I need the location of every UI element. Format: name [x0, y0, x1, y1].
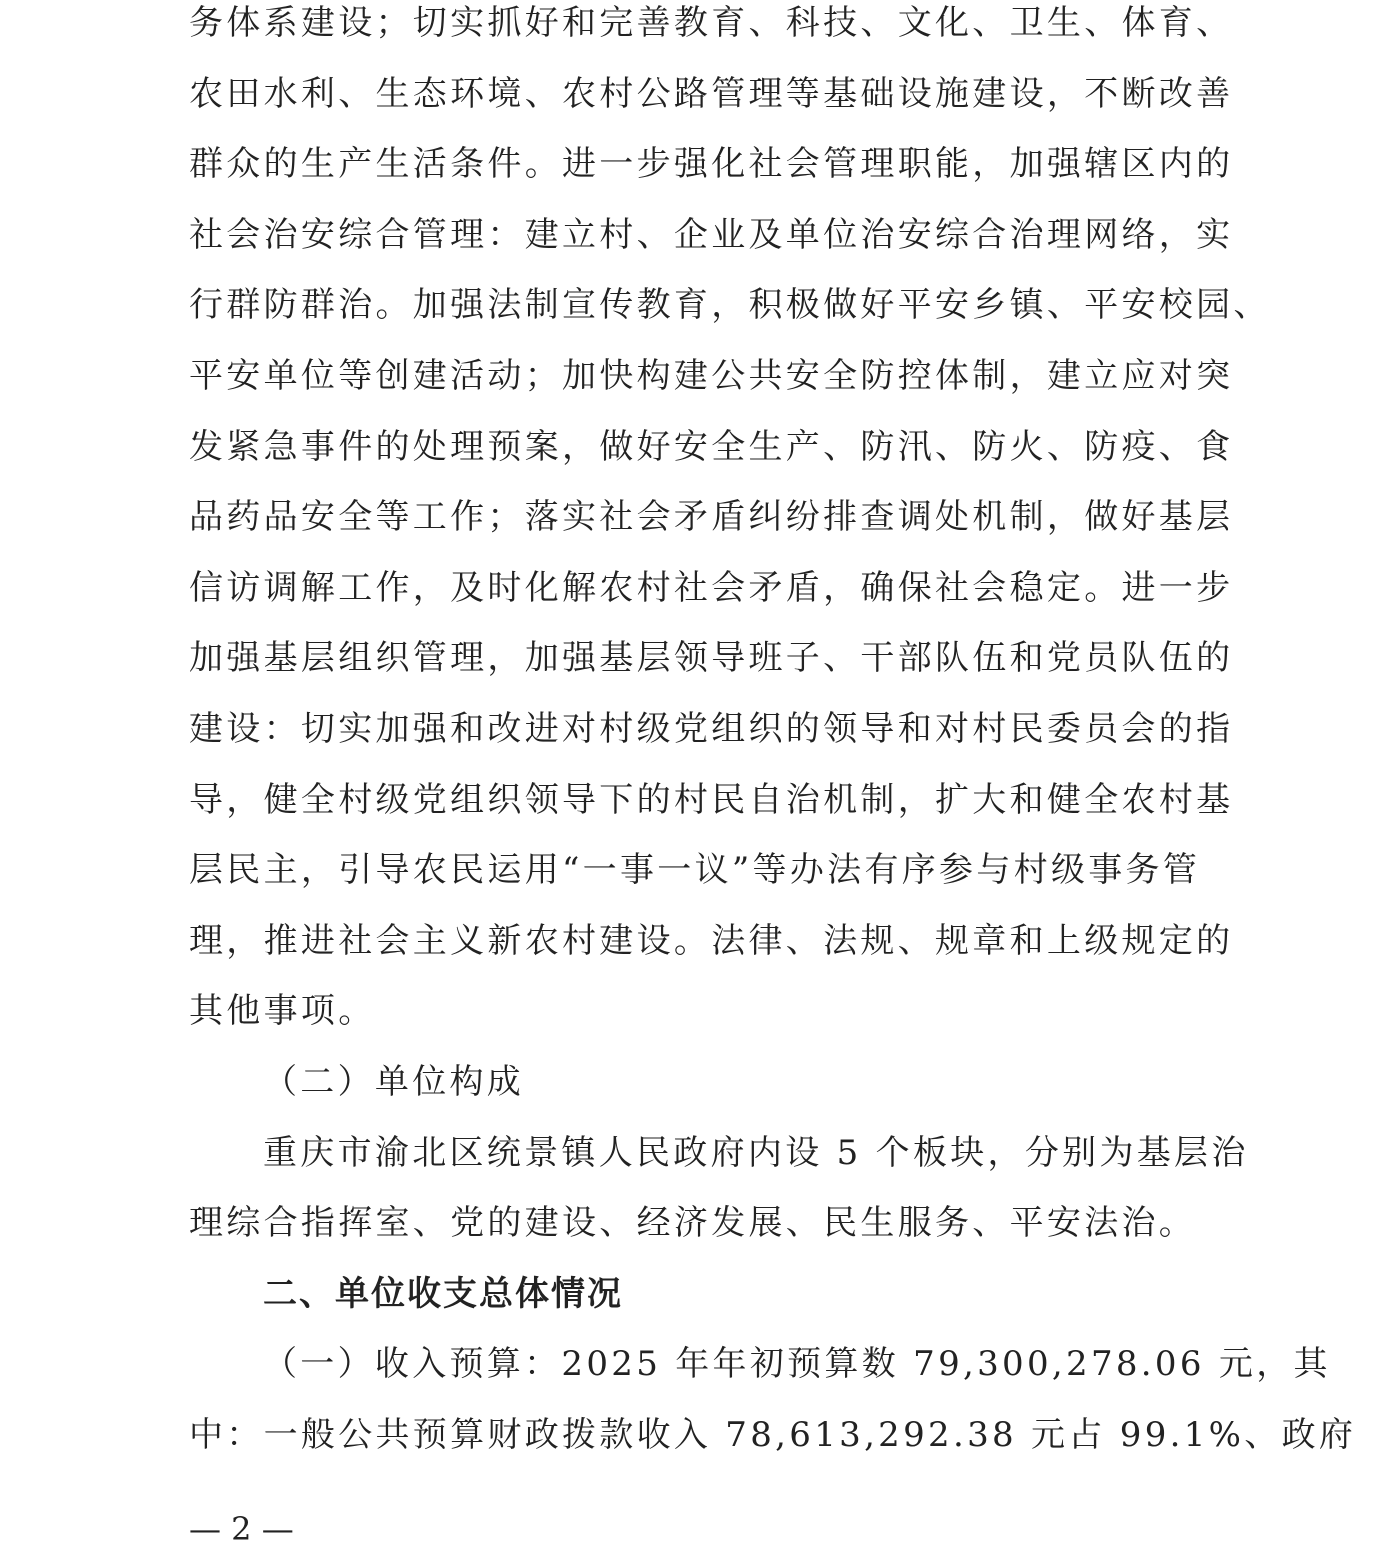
paragraph-line: 重庆市渝北区统景镇人民政府内设 5 个板块，分别为基层治: [263, 1132, 1249, 1173]
section-heading-income-expenditure: 二、单位收支总体情况: [263, 1273, 623, 1314]
paragraph-line: 理综合指挥室、党的建设、经济发展、民生服务、平安法治。: [189, 1203, 1197, 1244]
section-heading-unit-composition: （二）单位构成: [263, 1061, 525, 1102]
paragraph-line: 中：一般公共预算财政拨款收入 78,613,292.38 元占 99.1%、政府: [189, 1414, 1357, 1455]
paragraph-line: 信访调解工作，及时化解农村社会矛盾，确保社会稳定。进一步: [189, 567, 1234, 608]
paragraph-line: 务体系建设；切实抓好和完善教育、科技、文化、卫生、体育、: [189, 3, 1234, 43]
paragraph-line: 其他事项。: [189, 991, 376, 1032]
paragraph-line: 层民主，引导农民运用“一事一议”等办法有序参与村级事务管: [189, 850, 1201, 891]
paragraph-line: 农田水利、生态环境、农村公路管理等基础设施建设，不断改善: [189, 73, 1234, 114]
paragraph-line: （一）收入预算：2025 年年初预算数 79,300,278.06 元，其: [263, 1344, 1331, 1385]
paragraph-line: 平安单位等创建活动；加快构建公共安全防控体制，建立应对突: [189, 355, 1234, 396]
paragraph-line: 社会治安综合管理：建立村、企业及单位治安综合治理网络，实: [189, 214, 1234, 255]
paragraph-line: 导，健全村级党组织领导下的村民自治机制，扩大和健全农村基: [189, 779, 1234, 820]
paragraph-line: 建设：切实加强和改进对村级党组织的领导和对村民委员会的指: [189, 708, 1234, 749]
document-body: [189, 0, 1357, 1470]
paragraph-line: 理，推进社会主义新农村建设。法律、法规、规章和上级规定的: [189, 920, 1234, 961]
page-number: — 2 —: [189, 1510, 294, 1548]
paragraph-line: 群众的生产生活条件。进一步强化社会管理职能，加强辖区内的: [189, 144, 1234, 185]
paragraph-line: 发紧急事件的处理预案，做好安全生产、防汛、防火、防疫、食: [189, 426, 1234, 467]
paragraph-line: 品药品安全等工作；落实社会矛盾纠纷排查调处机制，做好基层: [189, 497, 1234, 538]
paragraph-line: 行群防群治。加强法制宣传教育，积极做好平安乡镇、平安校园、: [189, 285, 1271, 326]
paragraph-line: 加强基层组织管理，加强基层领导班子、干部队伍和党员队伍的: [189, 638, 1234, 679]
